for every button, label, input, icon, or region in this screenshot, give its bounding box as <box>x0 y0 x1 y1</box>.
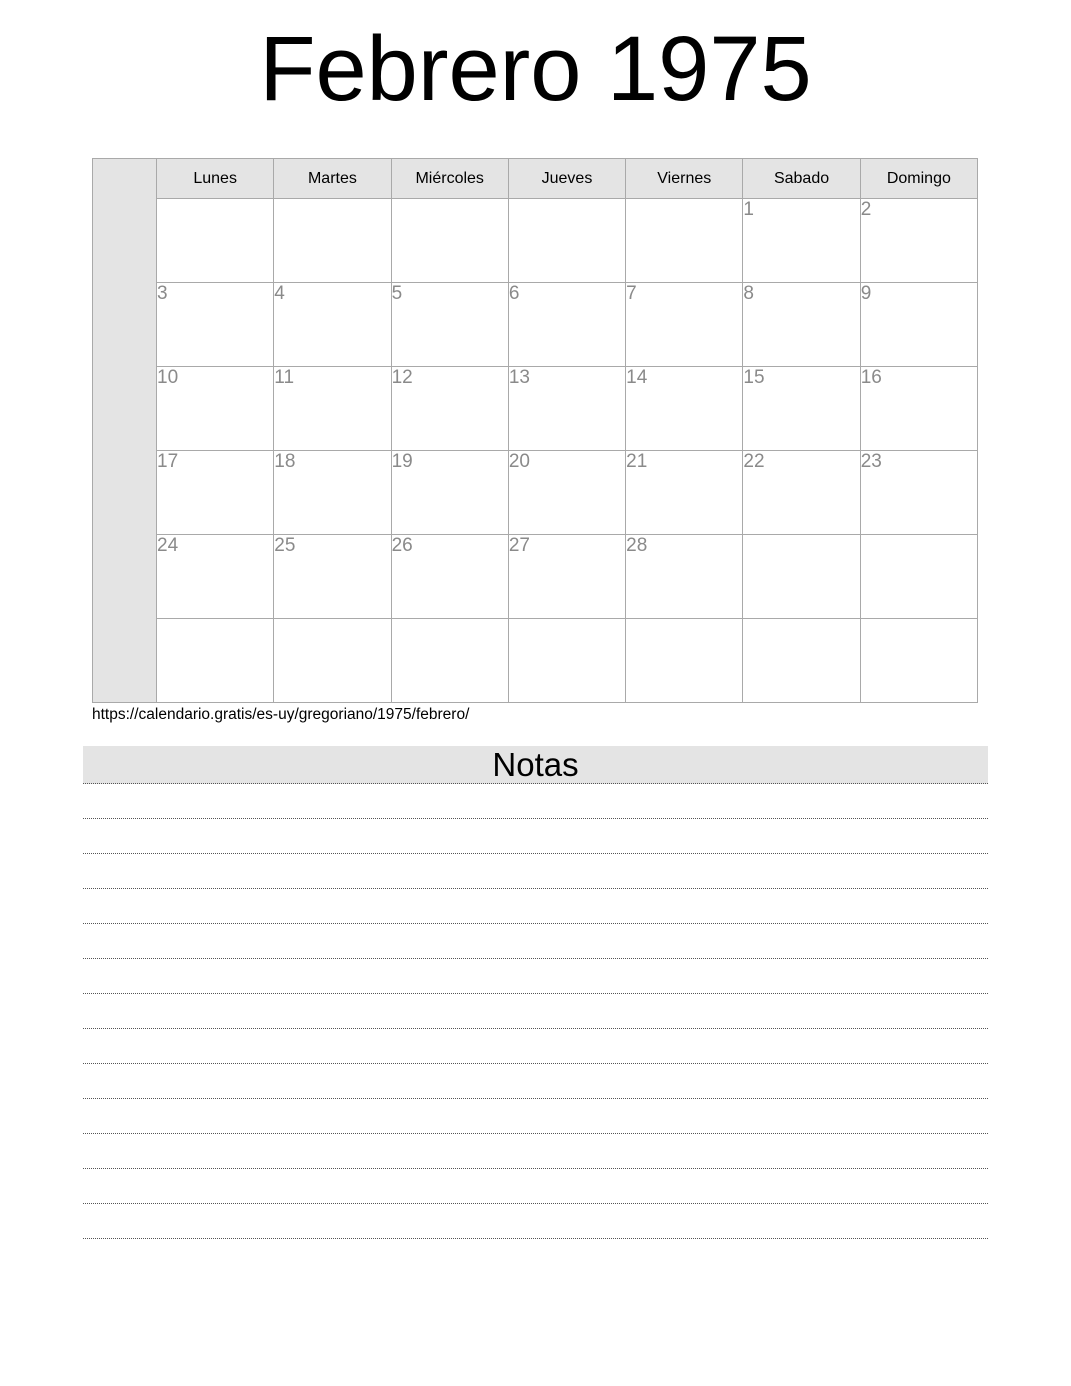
day-cell: 7 <box>626 283 743 367</box>
notes-title: Notas <box>83 746 988 784</box>
day-cell: 11 <box>274 367 391 451</box>
day-cell-empty <box>157 619 274 703</box>
notes-ruled-area <box>83 784 988 1239</box>
gutter-column <box>93 159 157 703</box>
calendar-week-row <box>93 451 978 535</box>
day-header-jueves: Jueves <box>508 159 625 199</box>
day-cell: 21 <box>626 451 743 535</box>
day-cell-empty <box>508 619 625 703</box>
day-cell: 13 <box>508 367 625 451</box>
day-header-lunes: Lunes <box>157 159 274 199</box>
calendar-week-row <box>93 619 978 703</box>
day-header-martes: Martes <box>274 159 391 199</box>
notes-ruled-line <box>83 924 988 959</box>
notes-ruled-line <box>83 1134 988 1169</box>
day-cell: 18 <box>274 451 391 535</box>
day-cell-empty <box>743 535 860 619</box>
day-cell: 2 <box>860 199 977 283</box>
day-cell: 27 <box>508 535 625 619</box>
notes-section <box>83 746 988 1239</box>
day-cell: 16 <box>860 367 977 451</box>
day-cell-empty <box>391 199 508 283</box>
day-cell: 9 <box>860 283 977 367</box>
day-header-sabado: Sabado <box>743 159 860 199</box>
day-cell: 1 <box>743 199 860 283</box>
notes-ruled-line <box>83 959 988 994</box>
day-cell: 17 <box>157 451 274 535</box>
day-cell: 12 <box>391 367 508 451</box>
day-cell: 15 <box>743 367 860 451</box>
day-cell: 25 <box>274 535 391 619</box>
notes-ruled-line <box>83 889 988 924</box>
calendar-week-row <box>93 535 978 619</box>
day-cell-empty <box>626 199 743 283</box>
day-cell: 3 <box>157 283 274 367</box>
page-title: Febrero 1975 <box>259 18 812 120</box>
notes-ruled-line <box>83 1099 988 1134</box>
day-header-miercoles: Miércoles <box>391 159 508 199</box>
calendar-table <box>92 158 978 703</box>
notes-ruled-line <box>83 1029 988 1064</box>
day-cell-empty <box>626 619 743 703</box>
day-cell: 10 <box>157 367 274 451</box>
day-cell: 19 <box>391 451 508 535</box>
day-cell-empty <box>860 535 977 619</box>
day-cell: 22 <box>743 451 860 535</box>
notes-ruled-line <box>83 1169 988 1204</box>
day-cell: 23 <box>860 451 977 535</box>
day-header-domingo: Domingo <box>860 159 977 199</box>
day-cell: 8 <box>743 283 860 367</box>
day-cell-empty <box>508 199 625 283</box>
notes-ruled-line <box>83 994 988 1029</box>
notes-ruled-line <box>83 819 988 854</box>
day-header-row <box>93 159 978 199</box>
day-cell: 14 <box>626 367 743 451</box>
notes-ruled-line <box>83 854 988 889</box>
day-cell-empty <box>274 619 391 703</box>
day-cell: 5 <box>391 283 508 367</box>
day-cell-empty <box>274 199 391 283</box>
source-url: https://calendario.gratis/es-uy/gregoriano/1975/febrero/ <box>92 706 470 723</box>
day-cell-empty <box>743 619 860 703</box>
notes-ruled-line <box>83 784 988 819</box>
notes-ruled-line <box>83 1204 988 1239</box>
day-cell-empty <box>157 199 274 283</box>
day-cell: 20 <box>508 451 625 535</box>
day-cell: 24 <box>157 535 274 619</box>
calendar-week-row <box>93 283 978 367</box>
day-cell: 4 <box>274 283 391 367</box>
day-header-viernes: Viernes <box>626 159 743 199</box>
day-cell: 28 <box>626 535 743 619</box>
day-cell: 6 <box>508 283 625 367</box>
day-cell: 26 <box>391 535 508 619</box>
day-cell-empty <box>860 619 977 703</box>
calendar-week-row <box>93 367 978 451</box>
day-cell-empty <box>391 619 508 703</box>
notes-ruled-line <box>83 1064 988 1099</box>
calendar-week-row <box>93 199 978 283</box>
